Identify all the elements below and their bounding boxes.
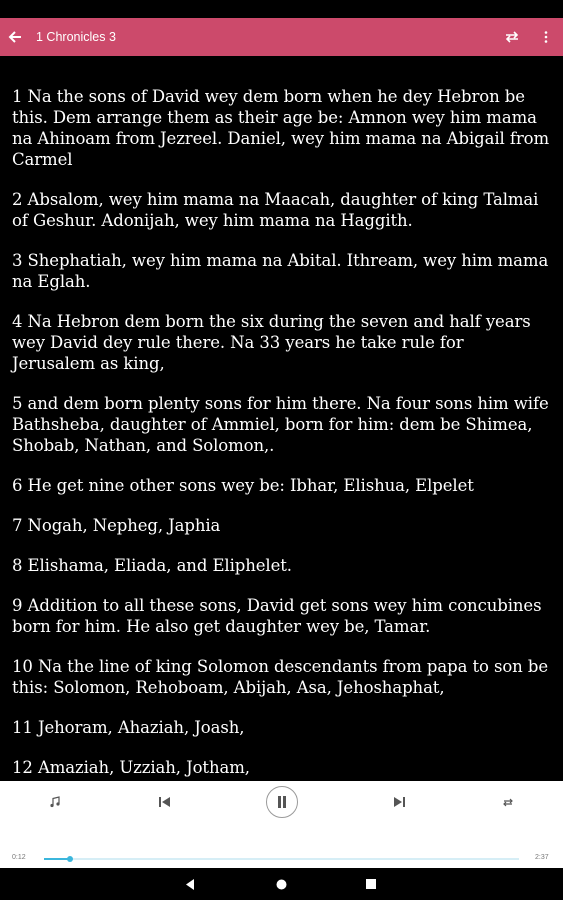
nav-back-button[interactable] bbox=[170, 868, 210, 900]
verse-list bbox=[0, 56, 563, 778]
audio-player bbox=[0, 781, 563, 868]
pause-button[interactable] bbox=[265, 785, 299, 819]
overflow-menu-button[interactable] bbox=[529, 18, 563, 56]
app-bar bbox=[0, 18, 563, 56]
square-recents-icon bbox=[366, 879, 376, 889]
verse[interactable]: 4 Na Hebron dem born the six during the seven and half years wey David dey rule there. Na 33 years he take rule for Jerusalem as king, bbox=[12, 312, 531, 373]
nav-recents-button[interactable] bbox=[351, 868, 391, 900]
swap-button[interactable] bbox=[495, 18, 529, 56]
music-note-icon bbox=[49, 796, 61, 808]
triangle-back-icon bbox=[185, 879, 195, 890]
back-button[interactable] bbox=[0, 18, 30, 56]
status-bar bbox=[0, 0, 563, 18]
verse[interactable]: 11 Jehoram, Ahaziah, Joash, bbox=[12, 718, 245, 737]
duration-time: 2:37 bbox=[535, 854, 549, 861]
verse[interactable]: 8 Elishama, Eliada, and Eliphelet. bbox=[12, 556, 292, 575]
chapter-content[interactable] bbox=[0, 56, 563, 781]
skip-next-icon bbox=[394, 797, 405, 807]
circle-home-icon bbox=[276, 879, 287, 890]
verse[interactable]: 10 Na the line of king Solomon descendants from papa to son be this: Solomon, Rehoboam, Abijah, Asa, Jehoshaphat, bbox=[12, 657, 548, 697]
skip-previous-icon bbox=[159, 797, 170, 807]
more-vert-icon bbox=[544, 31, 548, 43]
seek-bar[interactable] bbox=[44, 858, 519, 860]
pause-ring bbox=[266, 786, 298, 818]
verse[interactable]: 5 and dem born plenty sons for him there. Na four sons him wife Bathsheba, daughter of Ammiel, born for him: dem be Shimea, Shobab, Nathan, and Solomon,. bbox=[12, 394, 549, 455]
verse[interactable]: 6 He get nine other sons wey be: Ibhar, Elishua, Elpelet bbox=[12, 476, 474, 495]
swap-arrows-icon bbox=[504, 31, 520, 43]
verse[interactable]: 12 Amaziah, Uzziah, Jotham, bbox=[12, 758, 250, 777]
system-nav-bar bbox=[0, 868, 563, 900]
verse[interactable]: 3 Shephatiah, wey him mama na Abital. Ithream, wey him mama na Eglah. bbox=[12, 251, 549, 291]
verse[interactable]: 9 Addition to all these sons, David get sons wey him concubines born for him. He also get daughter wey be, Tamar. bbox=[12, 596, 542, 636]
seek-bar-thumb[interactable] bbox=[67, 856, 73, 862]
next-button[interactable] bbox=[389, 792, 409, 812]
repeat-icon bbox=[502, 797, 514, 808]
elapsed-time: 0:12 bbox=[12, 854, 26, 861]
verse[interactable]: 2 Absalom, wey him mama na Maacah, daughter of king Talmai of Geshur. Adonijah, wey him mama na Haggith. bbox=[12, 190, 539, 230]
arrow-left-icon bbox=[8, 30, 22, 44]
nav-home-button[interactable] bbox=[261, 868, 301, 900]
repeat-button[interactable] bbox=[498, 792, 518, 812]
music-button[interactable] bbox=[45, 792, 65, 812]
verse[interactable]: 7 Nogah, Nepheg, Japhia bbox=[12, 516, 221, 535]
previous-button[interactable] bbox=[154, 792, 174, 812]
pause-icon bbox=[277, 796, 287, 808]
page-title: 1 Chronicles 3 bbox=[36, 30, 116, 44]
verse[interactable]: 1 Na the sons of David wey dem born when he dey Hebron be this. Dem arrange them as their age be: Amnon wey him mama na Ahinoam from Jezreel. Daniel, wey him mama na Abigail from Carmel bbox=[12, 87, 549, 169]
